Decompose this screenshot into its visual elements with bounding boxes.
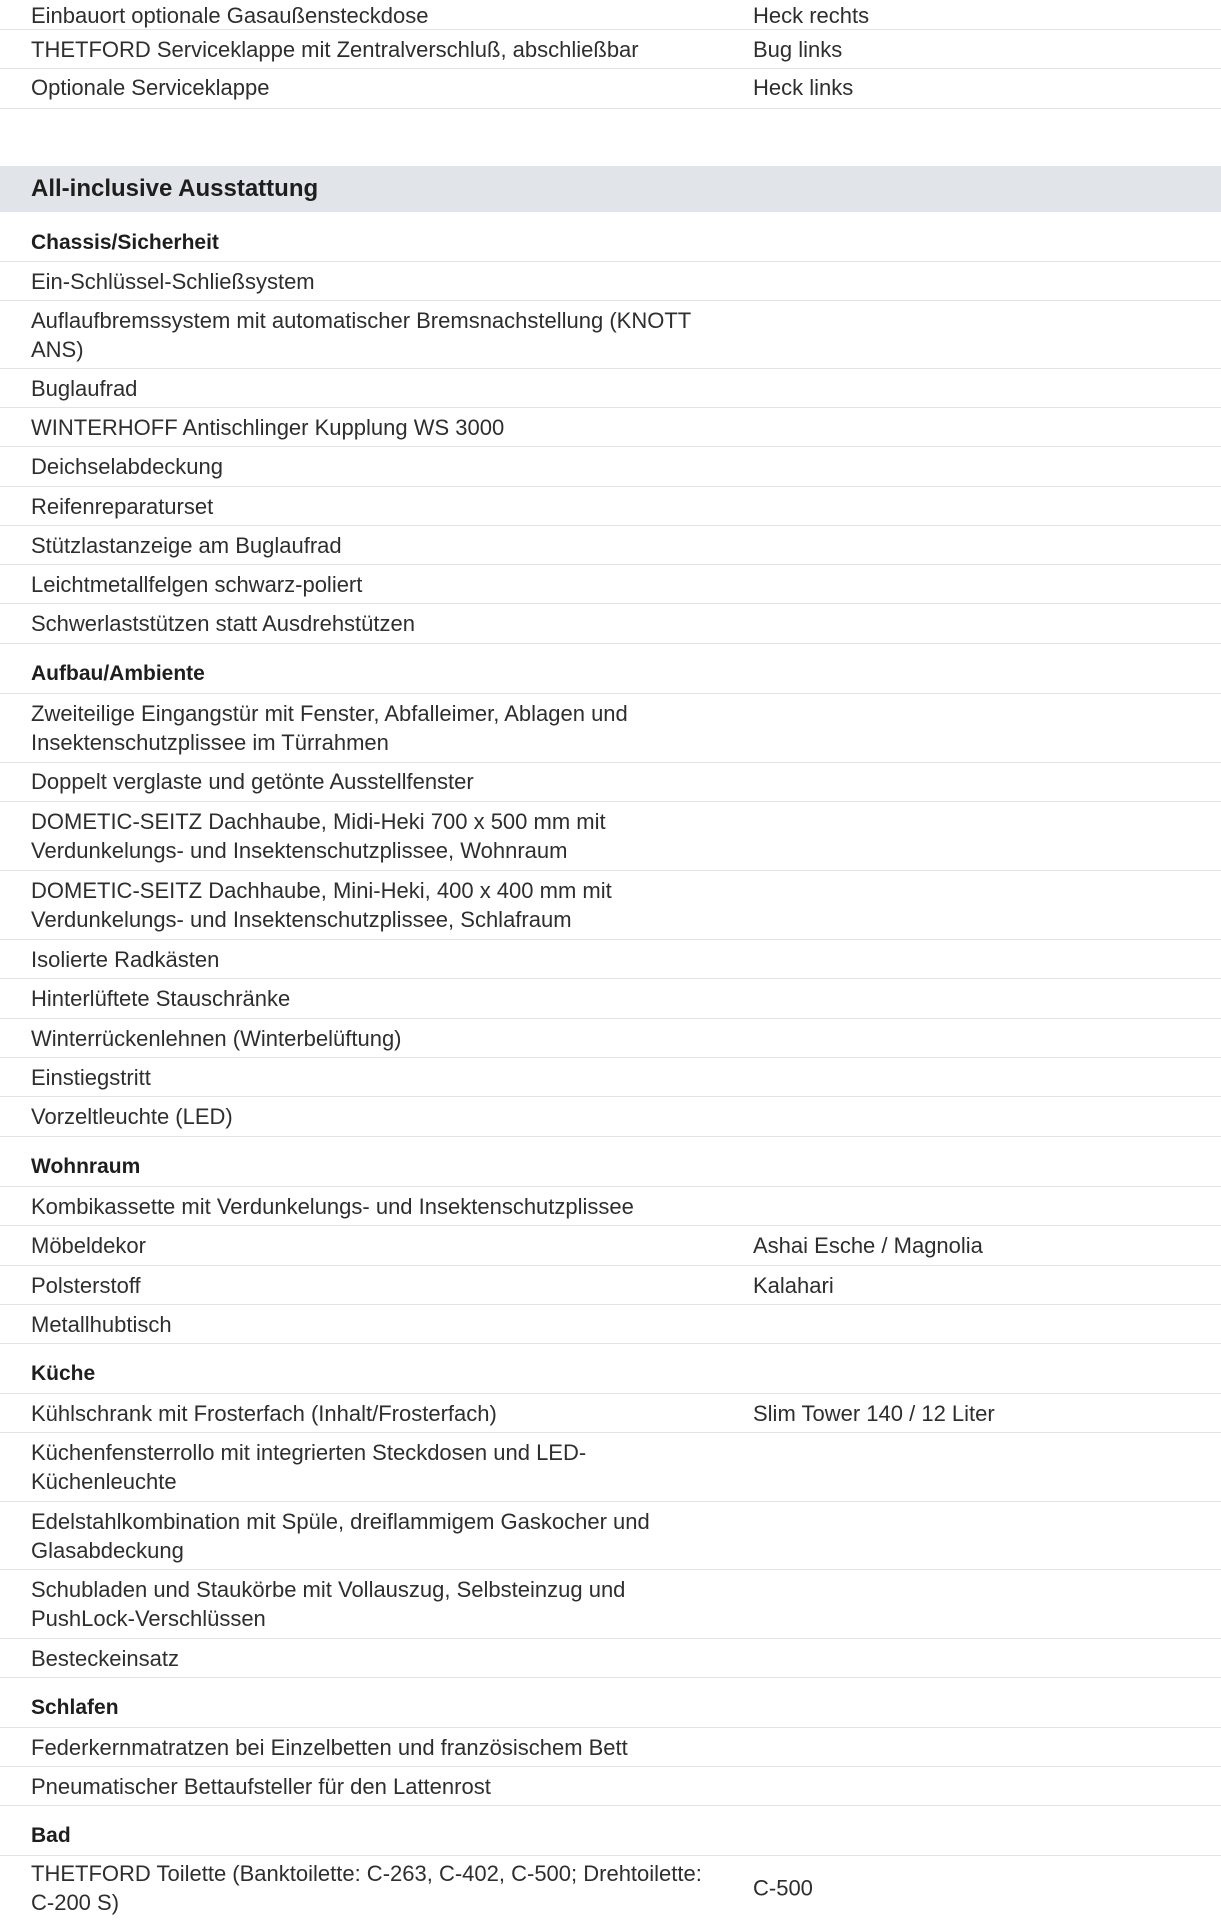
spec-value: Ashai Esche / Magnolia xyxy=(753,1233,983,1258)
spec-row xyxy=(0,1639,1221,1678)
spec-row xyxy=(0,694,1221,763)
spec-label: Federkernmatratzen bei Einzelbetten und französischem Bett xyxy=(31,1735,628,1760)
spec-row xyxy=(0,1767,1221,1806)
spec-row xyxy=(0,30,1221,69)
spec-row xyxy=(0,1058,1221,1097)
spec-label: Hinterlüftete Stauschränke xyxy=(31,986,291,1011)
spec-label: Ein-Schlüssel-Schließsystem xyxy=(31,269,315,294)
spec-row xyxy=(0,1305,1221,1344)
spec-row xyxy=(0,1394,1221,1433)
section-title: All-inclusive Ausstattung xyxy=(31,175,319,202)
spec-value: Heck rechts xyxy=(753,3,870,28)
spec-row xyxy=(0,940,1221,979)
spec-row xyxy=(0,871,1221,940)
spec-row xyxy=(0,1570,1221,1639)
spec-row xyxy=(0,526,1221,565)
spec-row xyxy=(0,1226,1221,1266)
spec-label: Auflaufbremssystem mit automatischer Bremsnachstellung (KNOTT ANS) xyxy=(31,308,691,362)
category-row xyxy=(0,644,1221,694)
spec-label: Vorzeltleuchte (LED) xyxy=(31,1104,233,1129)
category-title: Aufbau/Ambiente xyxy=(31,662,205,685)
category-title: Wohnraum xyxy=(31,1155,141,1178)
spec-row xyxy=(0,1502,1221,1570)
spec-label: Küchenfensterrollo mit integrierten Steckdosen und LED-Küchenleuchte xyxy=(31,1440,587,1494)
category-row xyxy=(0,1678,1221,1728)
spec-row xyxy=(0,408,1221,447)
spec-label: Winterrückenlehnen (Winterbelüftung) xyxy=(31,1026,402,1051)
spec-label: Schubladen und Staukörbe mit Vollauszug, Selbsteinzug und PushLock-Verschlüssen xyxy=(31,1577,626,1631)
spec-label: Deichselabdeckung xyxy=(31,454,224,479)
spec-row xyxy=(0,763,1221,802)
spec-row xyxy=(0,0,1221,30)
spec-label: Isolierte Radkästen xyxy=(31,947,220,972)
spec-value: Heck links xyxy=(753,75,854,100)
spec-row xyxy=(0,487,1221,526)
spec-label: Pneumatischer Bettaufsteller für den Lattenrost xyxy=(31,1774,491,1799)
category-title: Chassis/Sicherheit xyxy=(31,231,219,254)
spec-row xyxy=(0,604,1221,644)
spec-row xyxy=(0,565,1221,604)
spec-value: Bug links xyxy=(753,37,843,62)
spec-label: Einbauort optionale Gasaußensteckdose xyxy=(31,3,429,28)
category-row xyxy=(0,225,1221,262)
spec-label: Polsterstoff xyxy=(31,1273,141,1298)
spec-label: Leichtmetallfelgen schwarz-poliert xyxy=(31,572,363,597)
spec-row xyxy=(0,802,1221,871)
spec-label: Reifenreparaturset xyxy=(31,494,214,519)
spec-row xyxy=(0,1097,1221,1137)
section-header xyxy=(0,166,1221,212)
category-title: Schlafen xyxy=(31,1696,119,1719)
spec-row xyxy=(0,69,1221,109)
category-title: Küche xyxy=(31,1362,96,1385)
category-row xyxy=(0,1344,1221,1394)
category-row xyxy=(0,1137,1221,1187)
spec-row xyxy=(0,1728,1221,1767)
spec-row xyxy=(0,262,1221,301)
spec-label: Optionale Serviceklappe xyxy=(31,75,270,100)
spec-label: Kühlschrank mit Frosterfach (Inhalt/Frosterfach) xyxy=(31,1401,497,1426)
spec-label: DOMETIC-SEITZ Dachhaube, Midi-Heki 700 x 500 mm mit Verdunkelungs- und Insektenschutzplissee, Wohnraum xyxy=(31,809,606,863)
spec-label: WINTERHOFF Antischlinger Kupplung WS 3000 xyxy=(31,415,505,440)
spec-label: Einstiegstritt xyxy=(31,1065,151,1090)
spec-row xyxy=(0,1433,1221,1502)
spec-value: Slim Tower 140 / 12 Liter xyxy=(753,1401,995,1426)
spec-label: THETFORD Toilette (Banktoilette: C-263, C-402, C-500; Drehtoilette: C-200 S) xyxy=(31,1861,702,1915)
spec-label: THETFORD Serviceklappe mit Zentralverschluß, abschließbar xyxy=(31,37,639,62)
spec-row xyxy=(0,1187,1221,1226)
spec-label: Buglaufrad xyxy=(31,376,138,401)
spec-label: Besteckeinsatz xyxy=(31,1646,179,1671)
spec-row xyxy=(0,979,1221,1019)
spec-label: Doppelt verglaste und getönte Ausstellfenster xyxy=(31,769,474,794)
spec-row xyxy=(0,369,1221,408)
spec-row xyxy=(0,447,1221,487)
spec-label: Kombikassette mit Verdunkelungs- und Insektenschutzplissee xyxy=(31,1194,634,1219)
spec-value: C-500 xyxy=(753,1875,813,1901)
spec-label: Schwerlaststützen statt Ausdrehstützen xyxy=(31,611,415,636)
spec-row xyxy=(0,1019,1221,1058)
spec-label: Zweiteilige Eingangstür mit Fenster, Abfalleimer, Ablagen und Insektenschutzplissee im Türrahmen xyxy=(31,701,628,755)
spec-label: Stützlastanzeige am Buglaufrad xyxy=(31,533,342,558)
spec-value: Kalahari xyxy=(753,1273,834,1298)
spec-label: DOMETIC-SEITZ Dachhaube, Mini-Heki, 400 x 400 mm mit Verdunkelungs- und Insektenschutzplissee, Schlafraum xyxy=(31,878,612,932)
spec-row xyxy=(0,1266,1221,1305)
spec-row xyxy=(0,301,1221,369)
category-row xyxy=(0,1806,1221,1856)
spec-row xyxy=(0,1856,1221,1920)
spec-label: Metallhubtisch xyxy=(31,1312,172,1337)
category-title: Bad xyxy=(31,1824,71,1847)
spec-label: Möbeldekor xyxy=(31,1233,146,1258)
spec-label: Edelstahlkombination mit Spüle, dreiflammigem Gaskocher und Glasabdeckung xyxy=(31,1509,650,1563)
